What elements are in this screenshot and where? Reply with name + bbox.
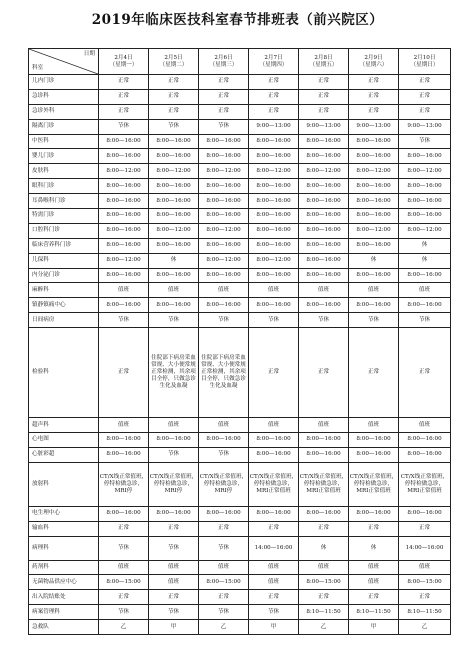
schedule-cell: 节休 bbox=[199, 605, 249, 620]
schedule-cell: 8:00—16:00 bbox=[199, 433, 249, 448]
schedule-cell: 8:00—16:00 bbox=[399, 433, 451, 448]
table-row bbox=[29, 506, 451, 521]
schedule-cell: 8:00—16:00 bbox=[399, 298, 451, 313]
table-row bbox=[29, 521, 451, 536]
schedule-cell: 值班 bbox=[99, 560, 149, 575]
schedule-cell: 8:00—16:00 bbox=[249, 433, 299, 448]
schedule-cell: 正常 bbox=[199, 590, 249, 605]
schedule-cell: 正常 bbox=[249, 104, 299, 119]
schedule-cell: 正常 bbox=[349, 521, 399, 536]
header-day-weekday: （星期五） bbox=[309, 61, 338, 68]
schedule-cell: 正常 bbox=[99, 75, 149, 90]
dept-cell: 心电图 bbox=[29, 433, 99, 448]
schedule-cell: 正常 bbox=[199, 89, 249, 104]
schedule-cell: 8:00—12:00 bbox=[249, 253, 299, 268]
header-day-weekday: （星期四） bbox=[259, 61, 288, 68]
schedule-cell: 正常 bbox=[149, 104, 199, 119]
table-row bbox=[29, 223, 451, 238]
schedule-cell: 8:00—16:00 bbox=[149, 179, 199, 194]
schedule-cell: 8:00—15:00 bbox=[99, 575, 149, 590]
dept-cell: 麻醉科 bbox=[29, 283, 99, 298]
schedule-cell: 正常 bbox=[399, 328, 451, 418]
dept-cell: 隔离门诊 bbox=[29, 119, 99, 134]
dept-cell: 眼科门诊 bbox=[29, 179, 99, 194]
schedule-cell: 8:00—16:00 bbox=[349, 298, 399, 313]
schedule-cell: 8:00—16:00 bbox=[349, 447, 399, 462]
dept-cell: 无菌物品供应中心 bbox=[29, 575, 99, 590]
schedule-cell: 8:00—16:00 bbox=[149, 238, 199, 253]
schedule-cell: 正常 bbox=[349, 75, 399, 90]
table-row bbox=[29, 253, 451, 268]
schedule-cell: 节休 bbox=[249, 605, 299, 620]
table-row bbox=[29, 164, 451, 179]
schedule-cell: 正常 bbox=[99, 104, 149, 119]
schedule-cell: 节休 bbox=[399, 313, 451, 328]
schedule-cell: 8:00—16:00 bbox=[349, 433, 399, 448]
header-day-weekday: （星期日） bbox=[410, 61, 439, 68]
schedule-cell: 正常 bbox=[99, 521, 149, 536]
schedule-cell: 8:00—16:00 bbox=[99, 179, 149, 194]
schedule-cell: 值班 bbox=[249, 418, 299, 433]
schedule-cell: 值班 bbox=[349, 575, 399, 590]
schedule-cell: 8:00—16:00 bbox=[149, 506, 199, 521]
schedule-cell: 值班 bbox=[149, 418, 199, 433]
schedule-cell: 8:00—16:00 bbox=[299, 253, 349, 268]
schedule-cell: 正常 bbox=[199, 75, 249, 90]
schedule-cell: 8:00—16:00 bbox=[149, 149, 199, 164]
schedule-cell: 8:00—16:00 bbox=[399, 194, 451, 209]
dept-cell: 耳鼻喉科门诊 bbox=[29, 194, 99, 209]
schedule-cell: 8:00—16:00 bbox=[249, 179, 299, 194]
schedule-cell: 8:00—16:00 bbox=[249, 298, 299, 313]
schedule-cell: 8:00—16:00 bbox=[99, 506, 149, 521]
schedule-cell: 值班 bbox=[249, 283, 299, 298]
table-row bbox=[29, 268, 451, 283]
table-row bbox=[29, 433, 451, 448]
schedule-cell: 8:00—16:00 bbox=[249, 194, 299, 209]
table-row bbox=[29, 238, 451, 253]
schedule-cell: 8:00—16:00 bbox=[299, 134, 349, 149]
dept-cell: 日间病房 bbox=[29, 313, 99, 328]
header-day-cell bbox=[99, 49, 149, 75]
schedule-cell: 8:10—11:50 bbox=[399, 605, 451, 620]
dept-cell: 儿内门诊 bbox=[29, 75, 99, 90]
header-day-date: 2月7日 bbox=[264, 54, 283, 61]
schedule-cell: 8:00—16:00 bbox=[199, 134, 249, 149]
schedule-cell: 8:00—12:00 bbox=[349, 164, 399, 179]
dept-cell: 婴儿门诊 bbox=[29, 149, 99, 164]
schedule-body bbox=[29, 75, 451, 635]
schedule-cell: 正常 bbox=[299, 89, 349, 104]
schedule-cell: 正常 bbox=[349, 89, 399, 104]
schedule-cell: 8:00—16:00 bbox=[199, 298, 249, 313]
schedule-cell: 值班 bbox=[299, 560, 349, 575]
schedule-cell: 8:00—16:00 bbox=[199, 268, 249, 283]
table-row bbox=[29, 298, 451, 313]
header-date-label: 日期 bbox=[83, 51, 95, 57]
schedule-cell: 节休 bbox=[199, 313, 249, 328]
schedule-cell: 正常 bbox=[249, 521, 299, 536]
schedule-cell: 8:00—16:00 bbox=[99, 194, 149, 209]
schedule-cell: 节休 bbox=[99, 313, 149, 328]
schedule-cell: 正常 bbox=[399, 89, 451, 104]
schedule-cell: 节休 bbox=[199, 119, 249, 134]
schedule-cell: 正常 bbox=[249, 89, 299, 104]
schedule-cell: 值班 bbox=[149, 575, 199, 590]
schedule-cell: CT/X线正常值班，停特检做急诊，MRI正常值班 bbox=[299, 462, 349, 506]
schedule-cell: 8:00—16:00 bbox=[299, 268, 349, 283]
dept-cell: 检验科 bbox=[29, 328, 99, 418]
schedule-cell: 节休 bbox=[149, 119, 199, 134]
dept-cell: 急救队 bbox=[29, 620, 99, 635]
schedule-cell: 正常 bbox=[99, 328, 149, 418]
schedule-cell: 8:00—12:00 bbox=[199, 253, 249, 268]
schedule-cell: 8:00—15:00 bbox=[199, 575, 249, 590]
schedule-cell: 值班 bbox=[249, 575, 299, 590]
schedule-cell: 正常 bbox=[299, 521, 349, 536]
schedule-cell: 8:00—12:00 bbox=[199, 223, 249, 238]
schedule-cell: CT/X线正常值班，停特检做急诊，MRI停 bbox=[149, 462, 199, 506]
schedule-cell: 值班 bbox=[99, 283, 149, 298]
schedule-cell: 8:00—12:00 bbox=[299, 164, 349, 179]
table-row bbox=[29, 328, 451, 418]
schedule-cell: 8:00—12:00 bbox=[149, 164, 199, 179]
dept-cell: 内分泌门诊 bbox=[29, 268, 99, 283]
table-row bbox=[29, 575, 451, 590]
schedule-cell: 住院部下病房采血常规、大小便常规正常检测，其余项目全停，只做急诊生化及血凝 bbox=[149, 328, 199, 418]
table-row bbox=[29, 179, 451, 194]
schedule-cell: 值班 bbox=[349, 418, 399, 433]
schedule-cell: 8:00—16:00 bbox=[349, 134, 399, 149]
schedule-cell: 正常 bbox=[149, 75, 199, 90]
table-row bbox=[29, 536, 451, 560]
table-row bbox=[29, 209, 451, 224]
dept-cell: 放射科 bbox=[29, 462, 99, 506]
schedule-cell: 8:00—16:00 bbox=[349, 268, 399, 283]
schedule-cell: 正常 bbox=[249, 328, 299, 418]
dept-cell: 病案管理科 bbox=[29, 605, 99, 620]
header-day-date: 2月6日 bbox=[214, 54, 233, 61]
schedule-cell: 正常 bbox=[199, 521, 249, 536]
schedule-cell: 8:00—16:00 bbox=[299, 223, 349, 238]
schedule-cell: CT/X线正常值班，停特检做急诊，MRI停 bbox=[199, 462, 249, 506]
schedule-cell: 正常 bbox=[149, 521, 199, 536]
schedule-cell: 值班 bbox=[399, 560, 451, 575]
dept-cell: 心脏彩超 bbox=[29, 447, 99, 462]
schedule-cell: 8:00—16:00 bbox=[149, 433, 199, 448]
schedule-cell: 8:10—11:50 bbox=[299, 605, 349, 620]
schedule-cell: 9:00—13:00 bbox=[349, 119, 399, 134]
schedule-cell: 8:00—16:00 bbox=[99, 223, 149, 238]
schedule-cell: 8:10—11:50 bbox=[349, 605, 399, 620]
dept-cell: 药剂科 bbox=[29, 560, 99, 575]
schedule-cell: 节休 bbox=[349, 313, 399, 328]
schedule-cell: 8:00—16:00 bbox=[99, 447, 149, 462]
schedule-cell: 正常 bbox=[199, 104, 249, 119]
schedule-cell: 节休 bbox=[99, 605, 149, 620]
schedule-cell: CT/X线正常值班，停特检做急诊，MRI正常值班 bbox=[399, 462, 451, 506]
schedule-cell: 正常 bbox=[149, 590, 199, 605]
schedule-cell: 8:00—16:00 bbox=[299, 209, 349, 224]
schedule-cell: 正常 bbox=[99, 89, 149, 104]
schedule-cell: 乙 bbox=[199, 620, 249, 635]
schedule-cell: 正常 bbox=[399, 75, 451, 90]
schedule-cell: 正常 bbox=[349, 590, 399, 605]
table-row bbox=[29, 605, 451, 620]
schedule-cell: 节休 bbox=[299, 313, 349, 328]
schedule-cell: 甲 bbox=[149, 620, 199, 635]
schedule-cell: 甲 bbox=[249, 620, 299, 635]
header-day-weekday: （星期三） bbox=[209, 61, 238, 68]
header-day-cell bbox=[399, 49, 451, 75]
table-row bbox=[29, 590, 451, 605]
dept-cell: 中医科 bbox=[29, 134, 99, 149]
dept-cell: 急诊科 bbox=[29, 89, 99, 104]
table-row bbox=[29, 462, 451, 506]
schedule-cell: 8:00—16:00 bbox=[249, 238, 299, 253]
schedule-cell: 8:00—16:00 bbox=[149, 298, 199, 313]
schedule-cell: 值班 bbox=[349, 283, 399, 298]
schedule-cell: 值班 bbox=[199, 418, 249, 433]
schedule-cell: 8:00—12:00 bbox=[99, 253, 149, 268]
schedule-cell: 乙 bbox=[399, 620, 451, 635]
schedule-cell: 8:00—15:00 bbox=[399, 575, 451, 590]
schedule-cell: 8:00—16:00 bbox=[349, 179, 399, 194]
schedule-cell: 8:00—16:00 bbox=[199, 238, 249, 253]
schedule-cell: 8:00—16:00 bbox=[99, 238, 149, 253]
schedule-cell: 8:00—16:00 bbox=[99, 433, 149, 448]
schedule-cell: 节休 bbox=[99, 119, 149, 134]
schedule-cell: 14:00—16:00 bbox=[249, 536, 299, 560]
schedule-cell: 8:00—16:00 bbox=[299, 149, 349, 164]
table-row bbox=[29, 418, 451, 433]
schedule-cell: 8:00—16:00 bbox=[399, 506, 451, 521]
schedule-cell: 8:00—12:00 bbox=[149, 223, 199, 238]
schedule-cell: 9:00—13:00 bbox=[249, 119, 299, 134]
schedule-cell: 正常 bbox=[99, 590, 149, 605]
schedule-cell: 8:00—16:00 bbox=[249, 209, 299, 224]
schedule-cell: 值班 bbox=[399, 283, 451, 298]
schedule-cell: 节休 bbox=[99, 536, 149, 560]
schedule-cell: 节休 bbox=[149, 313, 199, 328]
schedule-cell: 值班 bbox=[149, 283, 199, 298]
schedule-cell: 8:00—16:00 bbox=[299, 179, 349, 194]
dept-cell: 出入院结账处 bbox=[29, 590, 99, 605]
dept-cell: 电生理中心 bbox=[29, 506, 99, 521]
schedule-cell: 休 bbox=[149, 253, 199, 268]
schedule-cell: CT/X线正常值班，停特检做急诊，MRI停 bbox=[99, 462, 149, 506]
schedule-cell: 8:00—16:00 bbox=[299, 447, 349, 462]
schedule-cell: 9:00—13:00 bbox=[399, 119, 451, 134]
schedule-cell: 8:00—16:00 bbox=[199, 149, 249, 164]
header-day-cell bbox=[149, 49, 199, 75]
schedule-cell: 正常 bbox=[149, 89, 199, 104]
schedule-cell: 8:00—16:00 bbox=[199, 179, 249, 194]
header-day-weekday: （星期一） bbox=[109, 61, 138, 68]
header-day-date: 2月8日 bbox=[314, 54, 333, 61]
schedule-cell: 8:00—16:00 bbox=[249, 268, 299, 283]
schedule-cell: 正常 bbox=[249, 75, 299, 90]
schedule-cell: 8:00—12:00 bbox=[199, 164, 249, 179]
dept-cell: 超声科 bbox=[29, 418, 99, 433]
schedule-cell: 休 bbox=[299, 536, 349, 560]
schedule-cell: 正常 bbox=[299, 590, 349, 605]
schedule-cell: 8:00—16:00 bbox=[299, 506, 349, 521]
schedule-cell: 休 bbox=[349, 536, 399, 560]
table-row bbox=[29, 283, 451, 298]
schedule-cell: 8:00—16:00 bbox=[299, 298, 349, 313]
schedule-cell: 8:00—12:00 bbox=[349, 223, 399, 238]
schedule-cell: 8:00—12:00 bbox=[399, 164, 451, 179]
schedule-cell: 8:00—16:00 bbox=[399, 149, 451, 164]
header-day-cell bbox=[299, 49, 349, 75]
header-day-date: 2月9日 bbox=[364, 54, 383, 61]
schedule-cell: 8:00—16:00 bbox=[199, 209, 249, 224]
schedule-cell: 8:00—16:00 bbox=[249, 506, 299, 521]
schedule-cell: 8:00—16:00 bbox=[349, 238, 399, 253]
schedule-cell: 8:00—16:00 bbox=[399, 179, 451, 194]
schedule-cell: 值班 bbox=[349, 560, 399, 575]
schedule-cell: 8:00—12:00 bbox=[399, 223, 451, 238]
schedule-cell: 8:00—16:00 bbox=[149, 194, 199, 209]
header-day-date: 2月10日 bbox=[413, 54, 436, 61]
schedule-cell: 8:00—16:00 bbox=[149, 209, 199, 224]
schedule-cell: 8:00—16:00 bbox=[299, 238, 349, 253]
schedule-cell: 节休 bbox=[399, 134, 451, 149]
schedule-cell: 9:00—13:00 bbox=[299, 119, 349, 134]
table-row bbox=[29, 149, 451, 164]
schedule-cell: 值班 bbox=[199, 283, 249, 298]
schedule-cell: 8:00—16:00 bbox=[99, 268, 149, 283]
schedule-cell: 正常 bbox=[349, 328, 399, 418]
dept-cell: 镇静镇痛中心 bbox=[29, 298, 99, 313]
schedule-cell: 住院部下病房采血常规、大小便常规正常检测，其余项目全停，只做急诊生化及血凝 bbox=[199, 328, 249, 418]
table-row bbox=[29, 313, 451, 328]
table-row bbox=[29, 447, 451, 462]
table-row bbox=[29, 560, 451, 575]
header-day-date: 2月4日 bbox=[114, 54, 133, 61]
header-day-weekday: （星期六） bbox=[359, 61, 388, 68]
schedule-cell: 8:00—16:00 bbox=[299, 194, 349, 209]
dept-cell: 特需门诊 bbox=[29, 209, 99, 224]
dept-cell: 临床营养科门诊 bbox=[29, 238, 99, 253]
schedule-cell: 正常 bbox=[399, 104, 451, 119]
schedule-cell: 节休 bbox=[199, 447, 249, 462]
schedule-cell: 14:00—16:00 bbox=[399, 536, 451, 560]
schedule-cell: 值班 bbox=[399, 418, 451, 433]
schedule-cell: 休 bbox=[399, 253, 451, 268]
schedule-cell: 8:00—16:00 bbox=[349, 149, 399, 164]
schedule-cell: 节休 bbox=[149, 605, 199, 620]
schedule-cell: 正常 bbox=[399, 590, 451, 605]
table-row bbox=[29, 75, 451, 90]
header-row bbox=[29, 49, 451, 75]
dept-cell: 皮肤科 bbox=[29, 164, 99, 179]
schedule-cell: CT/X线正常值班，停特检做急诊，MRI正常值班 bbox=[349, 462, 399, 506]
schedule-cell: 正常 bbox=[299, 75, 349, 90]
schedule-cell: 值班 bbox=[249, 560, 299, 575]
schedule-cell: 正常 bbox=[349, 104, 399, 119]
schedule-cell: 8:00—16:00 bbox=[99, 209, 149, 224]
schedule-cell: 8:00—16:00 bbox=[399, 268, 451, 283]
dept-cell: 儿保科 bbox=[29, 253, 99, 268]
schedule-cell: 8:00—16:00 bbox=[99, 298, 149, 313]
dept-cell: 口腔科门诊 bbox=[29, 223, 99, 238]
schedule-cell: 8:00—16:00 bbox=[249, 223, 299, 238]
table-row bbox=[29, 104, 451, 119]
schedule-cell: 甲 bbox=[349, 620, 399, 635]
header-day-weekday: （星期二） bbox=[159, 61, 188, 68]
schedule-cell: 值班 bbox=[149, 560, 199, 575]
schedule-cell: 8:00—16:00 bbox=[349, 209, 399, 224]
table-row bbox=[29, 119, 451, 134]
schedule-cell: 8:00—16:00 bbox=[399, 447, 451, 462]
schedule-cell: 值班 bbox=[99, 418, 149, 433]
schedule-table bbox=[28, 48, 451, 635]
schedule-cell: 8:00—16:00 bbox=[99, 149, 149, 164]
schedule-cell: 节休 bbox=[149, 447, 199, 462]
schedule-cell: 8:00—16:00 bbox=[199, 506, 249, 521]
schedule-cell: 正常 bbox=[299, 328, 349, 418]
header-day-cell bbox=[349, 49, 399, 75]
table-row bbox=[29, 134, 451, 149]
schedule-cell: 节休 bbox=[199, 536, 249, 560]
schedule-cell: 8:00—16:00 bbox=[149, 268, 199, 283]
page-title: 2019年临床医技科室春节排班表（前兴院区） bbox=[91, 12, 384, 28]
schedule-cell: 8:00—16:00 bbox=[249, 134, 299, 149]
header-day-cell bbox=[249, 49, 299, 75]
schedule-cell: 正常 bbox=[399, 521, 451, 536]
schedule-cell: 8:00—16:00 bbox=[399, 209, 451, 224]
header-day-date: 2月5日 bbox=[164, 54, 183, 61]
schedule-cell: 8:00—12:00 bbox=[99, 164, 149, 179]
schedule-cell: 8:00—16:00 bbox=[349, 194, 399, 209]
schedule-cell: 8:00—16:00 bbox=[149, 134, 199, 149]
schedule-cell: 休 bbox=[349, 253, 399, 268]
table-row bbox=[29, 620, 451, 635]
header-corner-cell bbox=[29, 49, 99, 75]
schedule-cell: 8:00—16:00 bbox=[249, 447, 299, 462]
schedule-cell: 8:00—16:00 bbox=[349, 506, 399, 521]
schedule-cell: 值班 bbox=[299, 283, 349, 298]
schedule-cell: 正常 bbox=[299, 104, 349, 119]
dept-cell: 急诊外科 bbox=[29, 104, 99, 119]
header-day-cell bbox=[199, 49, 249, 75]
schedule-cell: 8:00—16:00 bbox=[249, 149, 299, 164]
schedule-cell: CT/X线正常值班，停特检做急诊，MRI正常值班 bbox=[249, 462, 299, 506]
dept-cell: 病理科 bbox=[29, 536, 99, 560]
schedule-cell: 值班 bbox=[299, 418, 349, 433]
schedule-cell: 8:00—16:00 bbox=[99, 134, 149, 149]
schedule-cell: 乙 bbox=[99, 620, 149, 635]
schedule-cell: 乙 bbox=[299, 620, 349, 635]
dept-cell: 输血科 bbox=[29, 521, 99, 536]
schedule-cell: 正常 bbox=[249, 590, 299, 605]
schedule-cell: 8:00—16:00 bbox=[199, 194, 249, 209]
schedule-cell: 8:00—12:00 bbox=[249, 164, 299, 179]
schedule-cell: 节休 bbox=[249, 313, 299, 328]
schedule-cell: 8:00—16:00 bbox=[299, 433, 349, 448]
schedule-cell: 休 bbox=[399, 238, 451, 253]
schedule-cell: 节休 bbox=[149, 536, 199, 560]
schedule-cell: 值班 bbox=[199, 560, 249, 575]
header-dept-label: 科室 bbox=[32, 65, 44, 72]
schedule-cell: 8:00—15:00 bbox=[299, 575, 349, 590]
table-row bbox=[29, 194, 451, 209]
table-row bbox=[29, 89, 451, 104]
